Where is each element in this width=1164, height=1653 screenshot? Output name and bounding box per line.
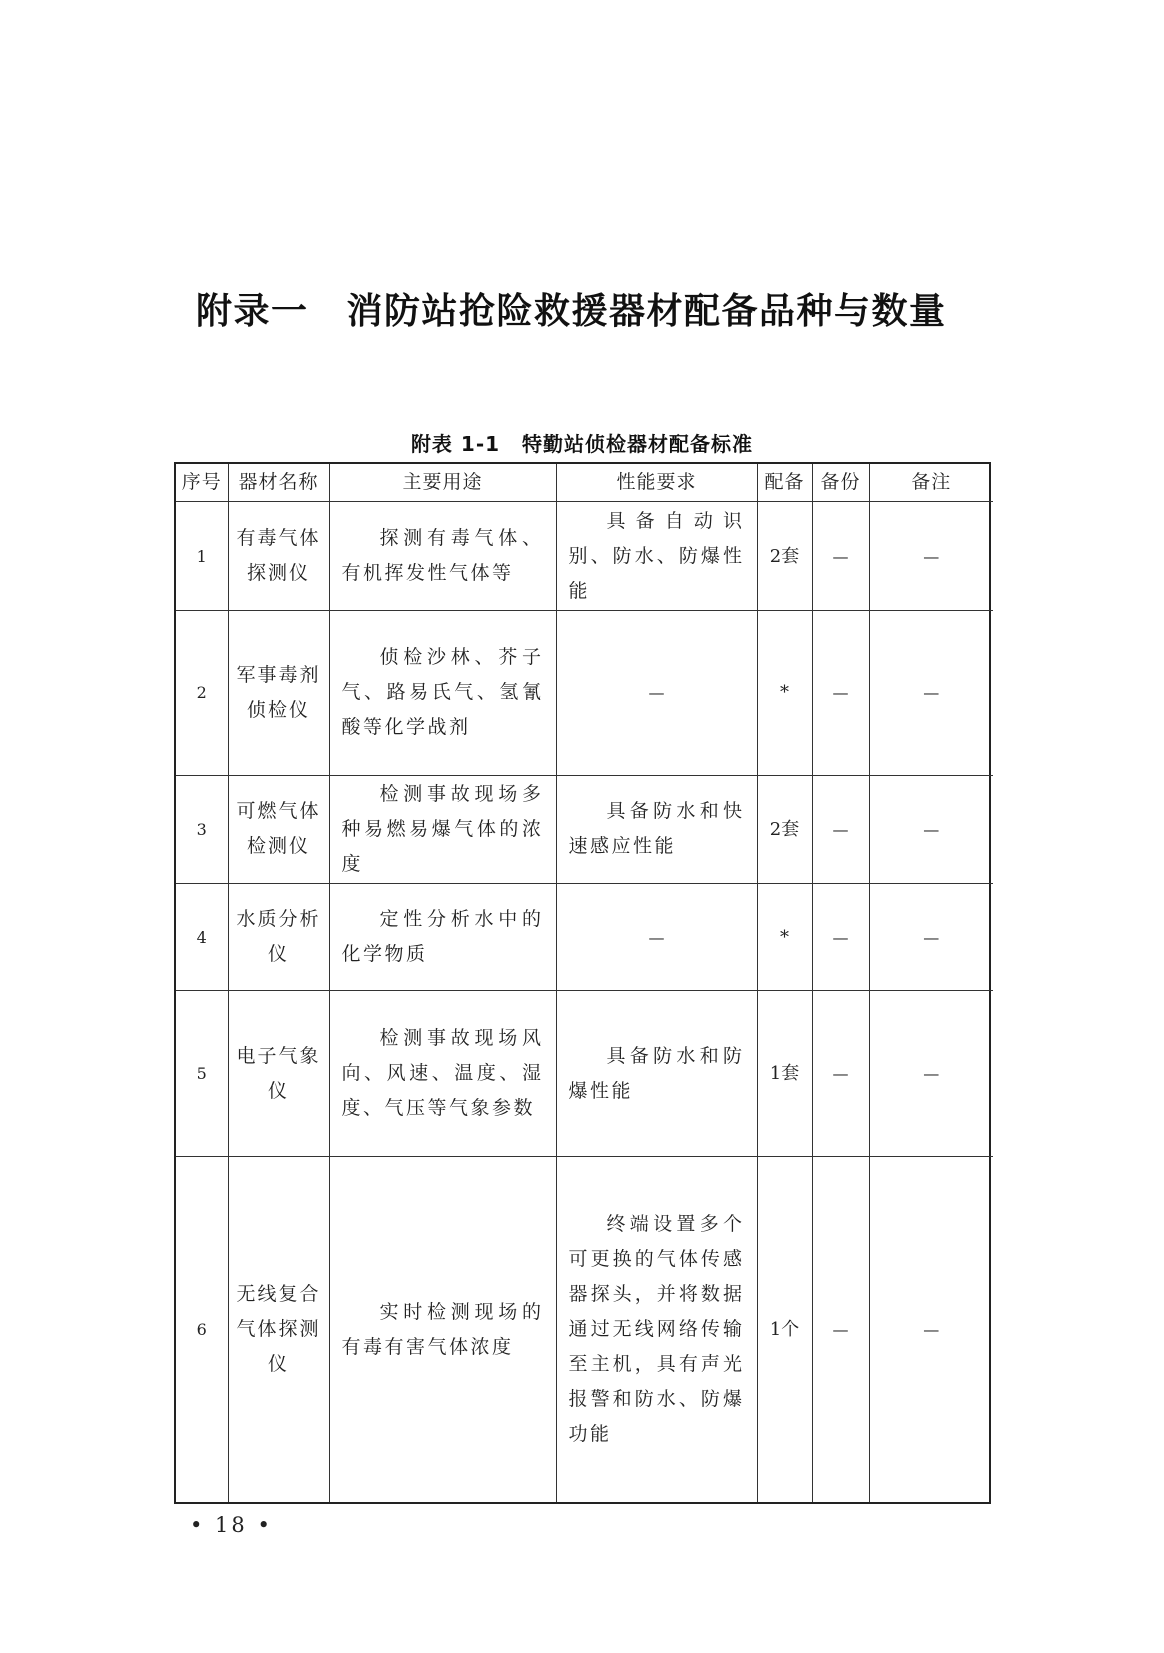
table-row xyxy=(176,884,993,991)
header-no: 序号 xyxy=(176,464,228,502)
table-row xyxy=(176,611,993,775)
row-no: 6 xyxy=(176,1157,228,1502)
row-equip: 2套 xyxy=(757,502,812,611)
equipment-table-frame xyxy=(174,462,991,1504)
table-label: 附表 1-1 xyxy=(410,432,501,456)
row-performance: 具备自动识别、防水、防爆性能 xyxy=(556,502,757,611)
table-row xyxy=(176,991,993,1157)
row-no: 4 xyxy=(176,884,228,991)
header-remark: 备注 xyxy=(869,464,993,502)
row-spare: — xyxy=(812,884,869,991)
row-purpose: 检测事故现场风向、风速、温度、湿度、气压等气象参数 xyxy=(329,991,556,1157)
appendix-title-text: 消防站抢险救援器材配备品种与数量 xyxy=(346,291,947,332)
appendix-title xyxy=(196,283,996,334)
equipment-table xyxy=(176,464,993,1502)
row-name: 可燃气体检测仪 xyxy=(228,775,329,884)
row-spare: — xyxy=(812,991,869,1157)
row-remark: — xyxy=(869,991,993,1157)
row-name: 无线复合气体探测仪 xyxy=(228,1157,329,1502)
row-spare: — xyxy=(812,611,869,775)
row-purpose: 探测有毒气体、有机挥发性气体等 xyxy=(329,502,556,611)
row-purpose: 定性分析水中的化学物质 xyxy=(329,884,556,991)
row-equip: * xyxy=(757,884,812,991)
row-remark: — xyxy=(869,611,993,775)
header-name: 器材名称 xyxy=(228,464,329,502)
row-name: 电子气象仪 xyxy=(228,991,329,1157)
row-purpose: 侦检沙林、芥子气、路易氏气、氢氰酸等化学战剂 xyxy=(329,611,556,775)
header-equip: 配备 xyxy=(757,464,812,502)
appendix-label: 附录一 xyxy=(196,291,309,332)
row-purpose: 实时检测现场的有毒有害气体浓度 xyxy=(329,1157,556,1502)
page-number: • 18 • xyxy=(190,1513,273,1537)
row-name: 水质分析仪 xyxy=(228,884,329,991)
row-name: 有毒气体探测仪 xyxy=(228,502,329,611)
header-purpose: 主要用途 xyxy=(329,464,556,502)
row-equip: 1套 xyxy=(757,991,812,1157)
row-remark: — xyxy=(869,502,993,611)
row-performance: 具备防水和快速感应性能 xyxy=(556,775,757,884)
row-no: 2 xyxy=(176,611,228,775)
table-row xyxy=(176,502,993,611)
row-equip: 1个 xyxy=(757,1157,812,1502)
row-equip: 2套 xyxy=(757,775,812,884)
row-remark: — xyxy=(869,775,993,884)
table-caption xyxy=(0,428,1164,457)
row-remark: — xyxy=(869,1157,993,1502)
row-spare: — xyxy=(812,502,869,611)
row-no: 5 xyxy=(176,991,228,1157)
table-title: 特勤站侦检器材配备标准 xyxy=(522,432,754,456)
table-row xyxy=(176,1157,993,1502)
row-performance: 终端设置多个可更换的气体传感器探头，并将数据通过无线网络传输至主机，具有声光报警和防水、防爆功能 xyxy=(556,1157,757,1502)
row-no: 3 xyxy=(176,775,228,884)
row-spare: — xyxy=(812,775,869,884)
table-row xyxy=(176,775,993,884)
header-performance: 性能要求 xyxy=(556,464,757,502)
row-equip: * xyxy=(757,611,812,775)
row-spare: — xyxy=(812,1157,869,1502)
header-spare: 备份 xyxy=(812,464,869,502)
row-name: 军事毒剂侦检仪 xyxy=(228,611,329,775)
table-header-row xyxy=(176,464,993,502)
row-performance: — xyxy=(556,611,757,775)
row-no: 1 xyxy=(176,502,228,611)
row-purpose: 检测事故现场多种易燃易爆气体的浓度 xyxy=(329,775,556,884)
row-remark: — xyxy=(869,884,993,991)
row-performance: 具备防水和防爆性能 xyxy=(556,991,757,1157)
row-performance: — xyxy=(556,884,757,991)
